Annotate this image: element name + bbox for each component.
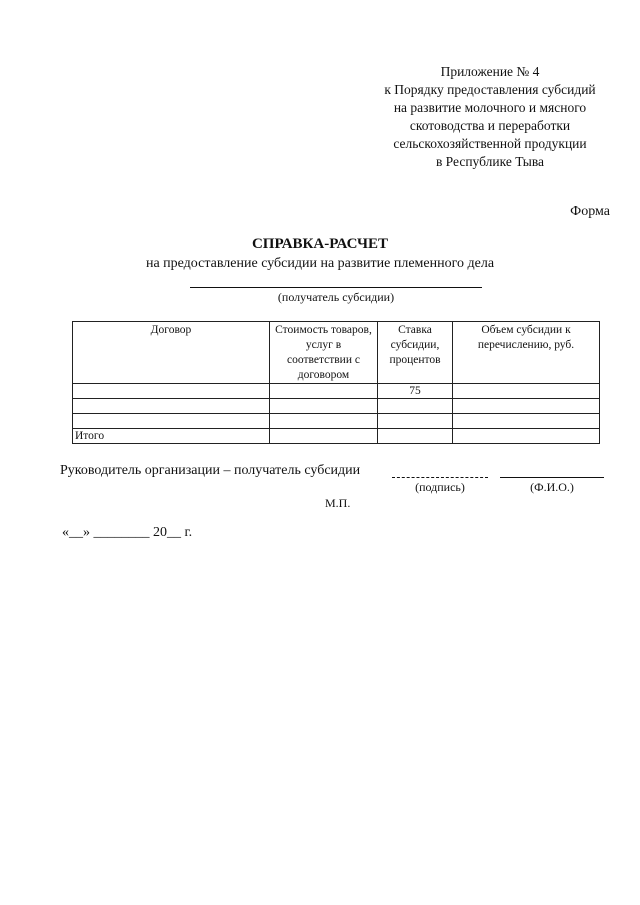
- name-line: [500, 477, 604, 478]
- document-subtitle: на предоставление субсидии на развитие племенного дела: [145, 256, 495, 271]
- table-cell: 75: [378, 384, 453, 399]
- appendix-block: [355, 63, 625, 171]
- calculation-table: [72, 321, 600, 444]
- signature-line: [392, 477, 488, 478]
- name-caption: (Ф.И.О.): [530, 480, 574, 494]
- header-amount: Объем субсидии к перечислению, руб.: [453, 322, 600, 384]
- appendix-line: на развитие молочного и мясного: [393, 100, 587, 115]
- recipient-caption: (получатель субсидии): [277, 290, 395, 304]
- table-cell: [270, 399, 378, 414]
- table-cell: [270, 429, 378, 444]
- table-cell: [73, 384, 270, 399]
- table-row: [73, 399, 600, 414]
- table-cell: [378, 429, 453, 444]
- date-line: «__» ________ 20__ г.: [62, 525, 193, 540]
- stamp-placeholder: М.П.: [325, 496, 351, 510]
- table-cell: [270, 384, 378, 399]
- recipient-field-line: [190, 287, 482, 288]
- table-cell: [378, 414, 453, 429]
- header-contract: Договор: [73, 322, 270, 384]
- total-label: Итого: [73, 429, 270, 444]
- appendix-line: скотоводства и переработки: [409, 118, 571, 133]
- header-rate: Ставка субсидии, процентов: [378, 322, 453, 384]
- appendix-line: сельскохозяйственной продукции: [393, 136, 587, 151]
- table-row: [73, 414, 600, 429]
- table-cell: [453, 399, 600, 414]
- signature-label: Руководитель организации – получатель субсидии: [60, 463, 361, 478]
- signature-caption: (подпись): [415, 480, 465, 494]
- appendix-line: Приложение № 4: [440, 64, 540, 79]
- table-header-row: [73, 322, 600, 384]
- header-cost: Стоимость товаров, услуг в соответствии с договором: [270, 322, 378, 384]
- table-cell: [73, 414, 270, 429]
- form-label: Форма: [570, 204, 610, 219]
- appendix-line: к Порядку предоставления субсидий: [384, 82, 596, 97]
- table-row: [73, 384, 600, 399]
- document-title: СПРАВКА-РАСЧЕТ: [251, 236, 389, 252]
- appendix-line: в Республике Тыва: [435, 154, 545, 169]
- table-cell: [453, 414, 600, 429]
- table-cell: [453, 384, 600, 399]
- table-total-row: [73, 429, 600, 444]
- table-cell: [270, 414, 378, 429]
- table-cell: [453, 429, 600, 444]
- table-cell: [73, 399, 270, 414]
- table-cell: [378, 399, 453, 414]
